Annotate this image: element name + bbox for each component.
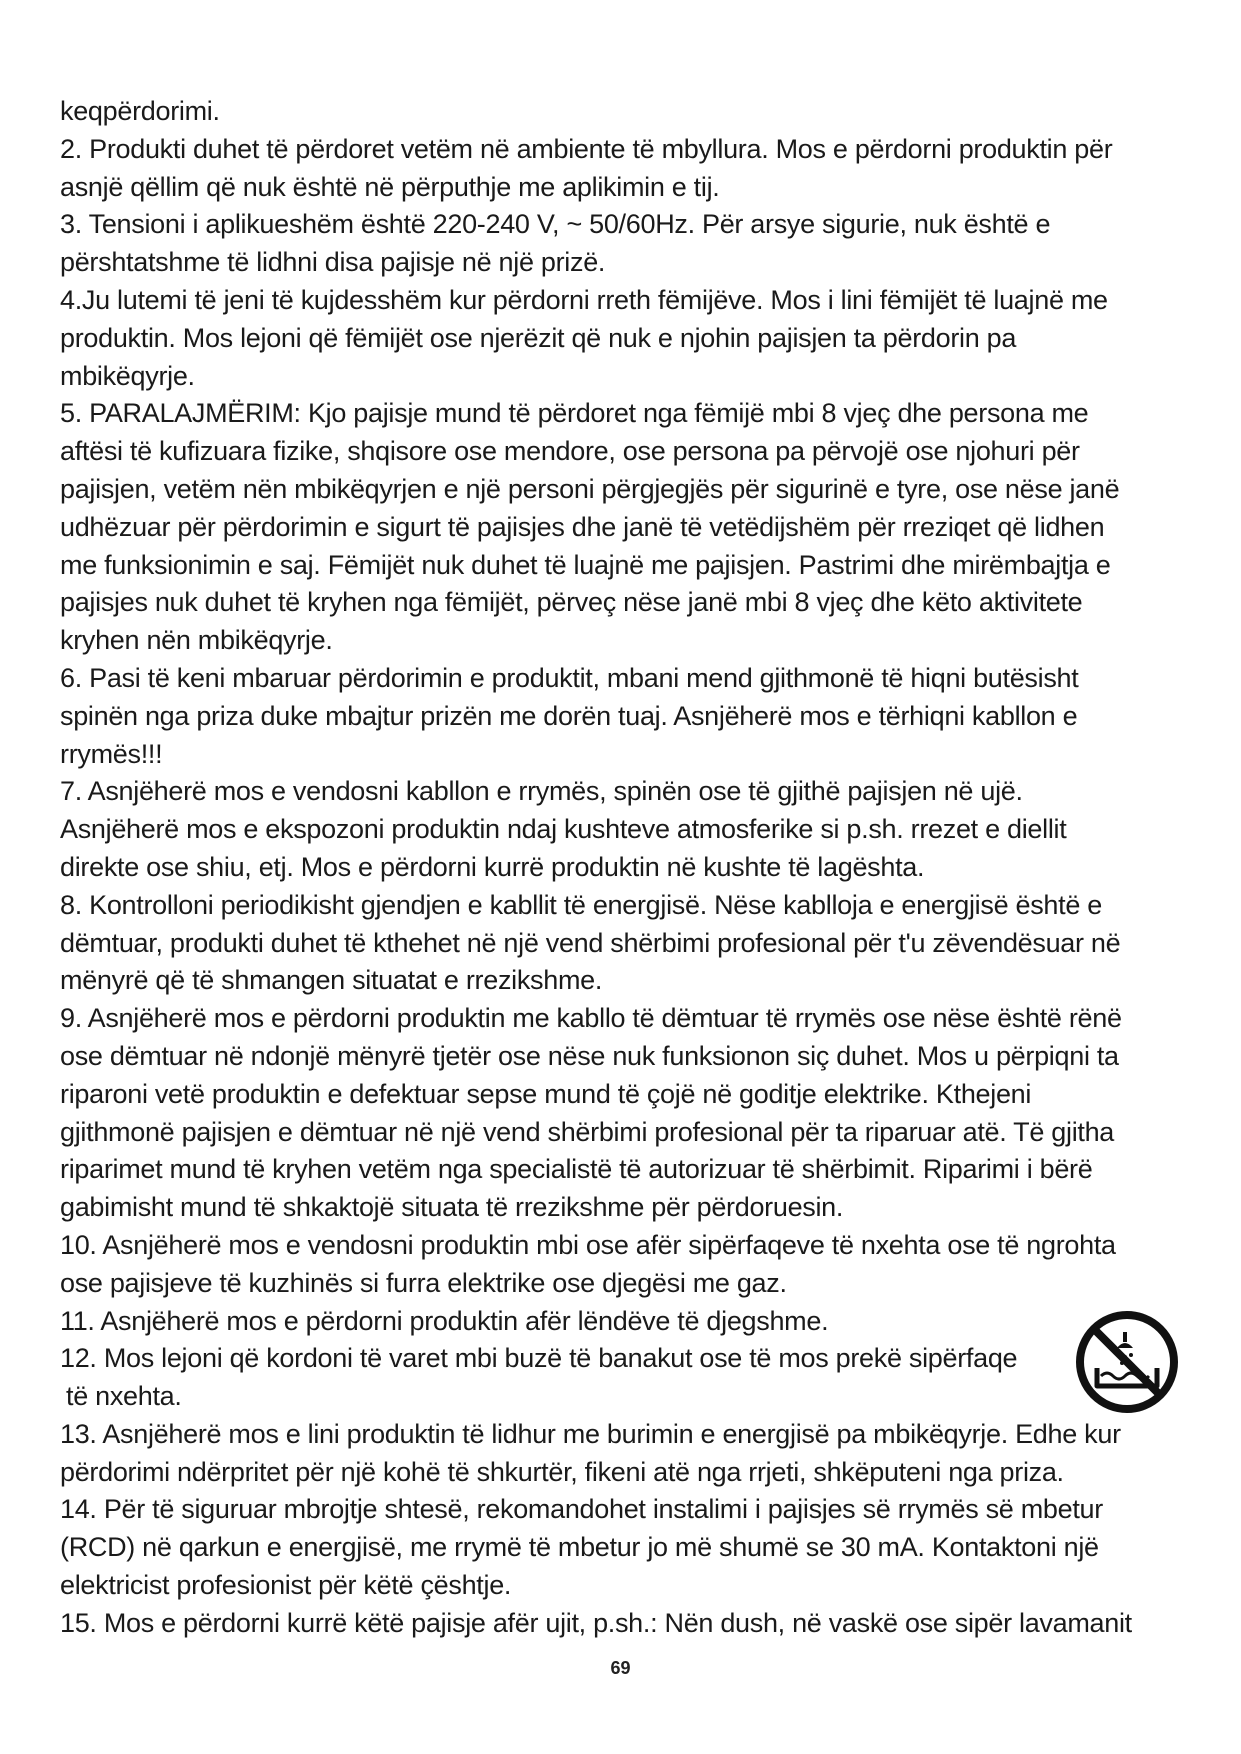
no-water-bath-shower-icon xyxy=(1073,1308,1181,1416)
text-line: 12. Mos lejoni që kordoni të varet mbi buzë të banakut ose të mos prekë sipërfaqe xyxy=(60,1343,1018,1374)
text-line: aftësi të kufizuara fizike, shqisore ose mendore, ose persona pa përvojë ose njohuri për xyxy=(60,436,1080,467)
text-line: me funksionimin e saj. Fëmijët nuk duhet të luajnë me pajisjen. Pastrimi dhe mirëmbajtja e xyxy=(60,549,1111,580)
text-line: udhëzuar për përdorimin e sigurt të pajisjes dhe janë të vetëdijshëm për rreziqet që lidhen xyxy=(60,511,1105,542)
text-line: 4.Ju lutemi të jeni të kujdesshëm kur përdorni rreth fëmijëve. Mos i lini fëmijët të luajnë me xyxy=(60,284,1108,315)
text-line: produktin. Mos lejoni që fëmijët ose njerëzit që nuk e njohin pajisjen ta përdorin pa xyxy=(60,322,1017,353)
text-line: dëmtuar, produkti duhet të kthehet në një vend shërbimi profesional për t'u zëvendësuar në xyxy=(60,927,1121,958)
text-line: përdorimi ndërpritet për një kohë të shkurtër, fikeni atë nga rrjeti, shkëputeni nga priza. xyxy=(60,1456,1064,1487)
text-line: 13. Asnjëherë mos e lini produktin të lidhur me burimin e energjisë pa mbikëqyrje. Edhe kur xyxy=(60,1418,1121,1449)
text-line: riparimet mund të kryhen vetëm nga specialistë të autorizuar të shërbimit. Riparimi i bërë xyxy=(60,1154,1093,1185)
text-line: riparoni vetë produktin e defektuar sepse mund të çojë në goditje elektrike. Kthejeni xyxy=(60,1078,1032,1109)
text-line: pajisjes nuk duhet të kryhen nga fëmijët, përveç nëse janë mbi 8 vjeç dhe këto aktivitete xyxy=(60,587,1083,618)
text-line: pajisjen, vetëm nën mbikëqyrjen e një personi përgjegjës për sigurinë e tyre, ose nëse janë xyxy=(60,473,1120,504)
text-line: elektricist profesionist për këtë çështje. xyxy=(60,1570,512,1601)
text-line: përshtatshme të lidhni disa pajisje në një prizë. xyxy=(60,247,606,278)
text-line: ose pajisjeve të kuzhinës si furra elektrike ose djegësi me gaz. xyxy=(60,1267,787,1298)
text-line: 10. Asnjëherë mos e vendosni produktin mbi ose afër sipërfaqeve të nxehta ose të ngrohta xyxy=(60,1229,1116,1260)
text-line: asnjë qëllim që nuk është në përputhje me aplikimin e tij. xyxy=(60,171,720,202)
text-line: kryhen nën mbikëqyrje. xyxy=(60,625,333,656)
safety-instructions-text xyxy=(60,93,1182,1643)
text-line: 6. Pasi të keni mbaruar përdorimin e produktit, mbani mend gjithmonë të hiqni butësisht xyxy=(60,662,1079,693)
text-line: 8. Kontrolloni periodikisht gjendjen e kabllit të energjisë. Nëse kablloja e energjisë është e xyxy=(60,889,1102,920)
text-line: rrymës!!! xyxy=(60,738,163,769)
text-line: 15. Mos e përdorni kurrë këtë pajisje afër ujit, p.sh.: Nën dush, në vaskë ose sipër lavamanit xyxy=(60,1607,1132,1638)
text-line: 5. PARALAJMËRIM: Kjo pajisje mund të përdoret nga fëmijë mbi 8 vjeç dhe persona me xyxy=(60,398,1089,429)
text-line: mbikëqyrje. xyxy=(60,360,195,391)
text-line: 7. Asnjëherë mos e vendosni kabllon e rrymës, spinën ose të gjithë pajisjen në ujë. xyxy=(60,776,1023,807)
text-line: direkte ose shiu, etj. Mos e përdorni kurrë produktin në kushte të lagështa. xyxy=(60,851,925,882)
text-line: ose dëmtuar në ndonjë mënyrë tjetër ose nëse nuk funksionon siç duhet. Mos u përpiqni ta xyxy=(60,1040,1119,1071)
text-line: Asnjëherë mos e ekspozoni produktin ndaj kushteve atmosferike si p.sh. rrezet e diellit xyxy=(60,814,1067,845)
text-line: 2. Produkti duhet të përdoret vetëm në ambiente të mbyllura. Mos e përdorni produktin për xyxy=(60,133,1113,164)
text-line: 14. Për të siguruar mbrojtje shtesë, rekomandohet instalimi i pajisjes së rrymës së mbetur xyxy=(60,1494,1103,1525)
page-number: 69 xyxy=(610,1658,631,1678)
text-line: gabimisht mund të shkaktojë situata të rrezikshme për përdoruesin. xyxy=(60,1192,844,1223)
text-line: 3. Tensioni i aplikueshëm është 220-240 V, ~ 50/60Hz. Për arsye sigurie, nuk është e xyxy=(60,209,1051,240)
text-line: mënyrë që të shmangen situatat e rrezikshme. xyxy=(60,965,603,996)
text-line: 9. Asnjëherë mos e përdorni produktin me kabllo të dëmtuar të rrymës ose nëse është rënë xyxy=(60,1003,1122,1034)
text-line: keqpërdorimi. xyxy=(60,96,220,126)
text-line: gjithmonë pajisjen e dëmtuar në një vend shërbimi profesional për ta riparuar atë. Të gjitha xyxy=(60,1116,1115,1147)
text-line: të nxehta. xyxy=(66,1381,182,1412)
text-line: 11. Asnjëherë mos e përdorni produktin afër lëndëve të djegshme. xyxy=(60,1305,829,1336)
text-line: (RCD) në qarkun e energjisë, me rrymë të mbetur jo më shumë se 30 mA. Kontaktoni një xyxy=(60,1532,1099,1563)
text-line: spinën nga priza duke mbajtur prizën me dorën tuaj. Asnjëherë mos e tërhiqni kabllon e xyxy=(60,700,1078,731)
